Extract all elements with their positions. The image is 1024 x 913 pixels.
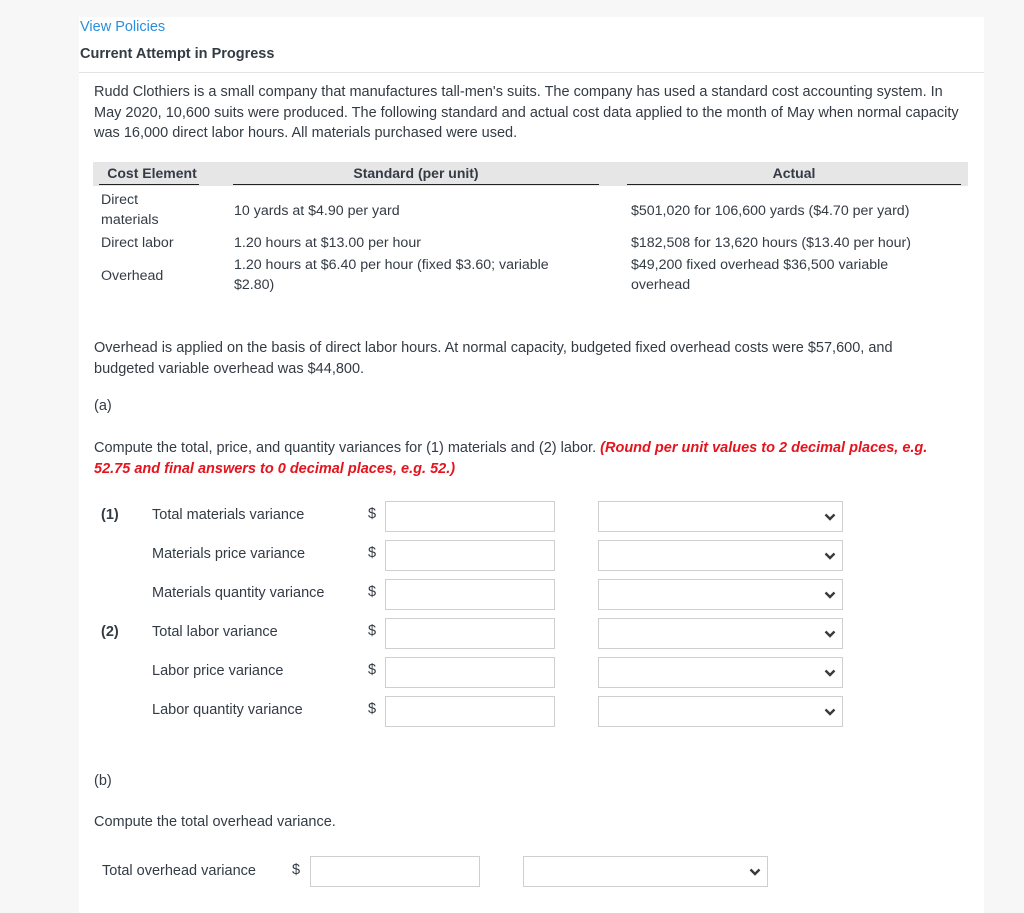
- overhead-note: Overhead is applied on the basis of direct labor hours. At normal capacity, budgeted fixed overhead costs were $57,600, and budgeted variable overhead was $44,800.: [94, 340, 893, 377]
- chevron-down-icon: [749, 866, 761, 878]
- attempt-status-heading: Current Attempt in Progress: [80, 46, 275, 62]
- row-label: Total materials variance: [152, 507, 305, 523]
- currency-symbol: $: [368, 623, 377, 639]
- labor-price-variance-input[interactable]: [385, 657, 555, 688]
- materials-price-variance-input[interactable]: [385, 540, 555, 571]
- materials-quantity-variance-select[interactable]: [598, 579, 843, 610]
- header-cost-element: Cost Element: [107, 165, 197, 181]
- table-cell-actual: $501,020 for 106,600 yards ($4.70 per yard): [631, 203, 910, 219]
- problem-intro: Rudd Clothiers is a small company that manufactures tall-men's suits. The company has used a standard cost accounting system. In May 2020, 10,600 suits were produced. The following standard and actual cost data applied to the month of May when normal capacity was 16,000 direct labor hours. All materials purchased were used.: [94, 84, 959, 141]
- table-cell-element: Direct labor: [101, 235, 174, 251]
- header-actual: Actual: [772, 165, 816, 181]
- chevron-down-icon: [824, 511, 836, 523]
- instruction-text: Compute the total, price, and quantity variances for (1) materials and (2) labor.: [94, 440, 597, 456]
- row-label: Total labor variance: [152, 624, 278, 640]
- labor-price-variance-select[interactable]: [598, 657, 843, 688]
- header-underline: [233, 184, 599, 185]
- group-number: (2): [101, 624, 119, 640]
- row-label: Total overhead variance: [102, 863, 256, 879]
- materials-price-variance-select[interactable]: [598, 540, 843, 571]
- labor-quantity-variance-select[interactable]: [598, 696, 843, 727]
- row-label: Labor quantity variance: [152, 702, 303, 718]
- chevron-down-icon: [824, 550, 836, 562]
- chevron-down-icon: [824, 667, 836, 679]
- table-header-row: [93, 162, 968, 186]
- row-label: Labor price variance: [152, 663, 284, 679]
- total-overhead-variance-select[interactable]: [523, 856, 768, 887]
- part-b-instruction: Compute the total overhead variance.: [94, 814, 336, 830]
- header-divider: [79, 72, 984, 73]
- table-cell-standard: 1.20 hours at $13.00 per hour: [234, 235, 421, 251]
- part-a-instruction: [94, 438, 964, 479]
- table-cell-standard: 1.20 hours at $6.40 per hour (fixed $3.60; variable $2.80): [234, 257, 549, 293]
- currency-symbol: $: [368, 701, 377, 717]
- table-cell-standard: 10 yards at $4.90 per yard: [234, 203, 400, 219]
- labor-quantity-variance-input[interactable]: [385, 696, 555, 727]
- table-cell-actual: $182,508 for 13,620 hours ($13.40 per hour): [631, 235, 912, 251]
- row-label: Materials price variance: [152, 546, 306, 562]
- question-panel: [79, 17, 984, 913]
- rounding-note: (Round per unit values to 2 decimal places, e.g. 52.75 and final answers to 0 decimal places, e.g. 52.): [94, 440, 928, 477]
- part-b-label: (b): [94, 773, 112, 789]
- chevron-down-icon: [824, 589, 836, 601]
- total-materials-variance-select[interactable]: [598, 501, 843, 532]
- total-labor-variance-input[interactable]: [385, 618, 555, 649]
- chevron-down-icon: [824, 628, 836, 640]
- header-underline: [99, 184, 199, 185]
- total-materials-variance-input[interactable]: [385, 501, 555, 532]
- currency-symbol: $: [292, 862, 301, 878]
- currency-symbol: $: [368, 545, 377, 561]
- header-standard: Standard (per unit): [353, 165, 479, 181]
- group-number: (1): [101, 507, 119, 523]
- chevron-down-icon: [824, 706, 836, 718]
- part-a-label: (a): [94, 398, 112, 414]
- materials-quantity-variance-input[interactable]: [385, 579, 555, 610]
- currency-symbol: $: [368, 584, 377, 600]
- view-policies-link[interactable]: View Policies: [80, 19, 166, 35]
- table-cell-element: Direct materials: [101, 192, 159, 228]
- row-label: Materials quantity variance: [152, 585, 325, 601]
- cost-data-table: [93, 162, 968, 293]
- table-cell-actual: $49,200 fixed overhead $36,500 variable overhead: [631, 257, 889, 293]
- header-underline: [627, 184, 961, 185]
- table-cell-element: Overhead: [101, 268, 164, 284]
- total-overhead-variance-input[interactable]: [310, 856, 480, 887]
- currency-symbol: $: [368, 506, 377, 522]
- currency-symbol: $: [368, 662, 377, 678]
- total-labor-variance-select[interactable]: [598, 618, 843, 649]
